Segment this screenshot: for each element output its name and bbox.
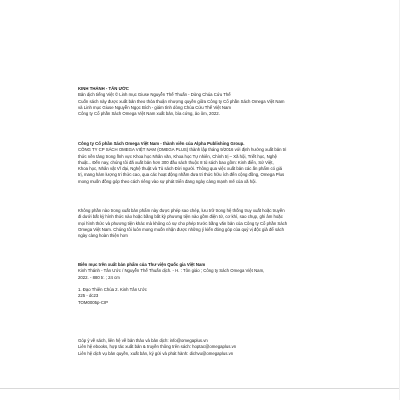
- bottom-divider: [0, 388, 400, 389]
- contact-feedback: Góp ý về sách, liên hệ về bản thảo và bản dịch: info@omegaplus.vn: [78, 338, 208, 343]
- copyright-notice: [78, 208, 368, 239]
- contact-info: [78, 338, 368, 357]
- cip-subjects: 1. Đạo Thiên Chúa 2. Kinh Tân Ước: [78, 287, 147, 293]
- copyright-line: đi dưới bất kỳ hình thức nào hoặc bằng bất kỳ phương tiện nào gồm điện tử, cơ khí, sao chụp, ghi âm hoặc: [78, 214, 283, 220]
- publisher-info: [78, 141, 368, 185]
- copyright-line: mọi hình thức và phương tiện khác mà không có sự cho phép trước bằng văn bản của Công ty Cổ phần Sách: [78, 220, 288, 226]
- cip-code: TOM0005p-CIP: [78, 299, 109, 305]
- contact-rights: Liên hệ dịch vụ bản quyền, xuất bản, ký gửi và phát hành: dichvu@omegaplus.vn: [78, 350, 234, 356]
- copyright-page: [78, 0, 368, 400]
- publisher-description-line: mong muốn đồng góp theo cách riêng vào sự phát triển đang ngày càng mạnh mẽ của xã hội.: [78, 178, 257, 184]
- contact-partnership: Liên hệ ebooks, hợp tác xuất bản & truyền thông trên sách: hoptac@omegaplus.vn: [78, 344, 237, 350]
- legal-notice: [78, 86, 368, 117]
- cip-heading: Biên mục trên xuất bản phẩm của Thư viện Quốc gia Việt Nam: [78, 262, 206, 267]
- cip-pagination: 2022. - 880 tr. ; 24 cm: [78, 274, 120, 280]
- publisher-heading: Công ty Cổ phần Sách Omega Việt Nam - thành viên của Alpha Publishing Group.: [78, 141, 245, 146]
- publisher-description-line: Khoa học, Nhân vật Vĩ đại, Nghệ thuật và Tủ sách Đời người. Thông qua việc xuất bản các ấn phẩm có giá: [78, 166, 282, 172]
- cip-record: [78, 262, 368, 306]
- license-agreement: Cuốn sách này được xuất bản theo thỏa thuận nhượng quyền giữa Công ty Cổ phần Sách Omega Việt Nam: [78, 98, 285, 104]
- cip-classification: 225 - dc23: [78, 293, 99, 299]
- edition-statement: Công ty Cổ phần Sách Omega Việt Nam xuất bản, bìa cứng, ảo ôm, 2022.: [78, 111, 220, 117]
- copyright-line: ngày càng hoàn thiện hơn: [78, 233, 128, 239]
- publisher-description-line: trị, mang hàm lượng tri thức cao, qua các hoạt động nhằm đưa tri thức hữu ích đến cộng đồng, Omega Plus: [78, 172, 285, 178]
- publisher-description-line: thức nền tảng trong lĩnh vực Khoa học Nhân văn, Khoa học Tự nhiên, Chính trị – Xã hội, Triết học, Nghệ: [78, 153, 277, 159]
- licensor: và Linh mục Giuse Nguyễn Ngọc Bích - giám tỉnh dòng Chúa Cứu Thế Việt Nam: [78, 104, 231, 110]
- publisher-description-line: CÔNG TY CP SÁCH OMEGA VIỆT NAM (OMEGA PLUS) thành lập tháng 9/2016 với định hướng xuất bản tri: [78, 147, 287, 153]
- copyright-line: Omega Việt Nam. Chúng tôi luôn mong muốn nhận được những ý kiến đóng góp của quý vị độc giả để sách: [78, 226, 285, 232]
- book-title-heading: KINH THÁNH - TÂN ƯỚC: [78, 86, 129, 91]
- copyright-line: Không phần nào trong xuất bản phẩm này được phép sao chép, lưu trữ trong hệ thống truy xuất hoặc truyền: [78, 208, 285, 213]
- translation-credit: Bản dịch tiếng Việt © Linh mục Giuse Nguyễn Thế Thuấn - Dòng Chúa Cứu Thế: [78, 92, 231, 98]
- cip-entry: Kinh Thánh - Tân Ước / Nguyễn Thế Thuấn dịch. - H. : Tôn giáo ; Công ty Sách Omega Việt Nam,: [78, 268, 265, 274]
- publisher-description-line: thuật... Đến nay, chúng tôi đã xuất bản hơn 300 đầu sách thuộc 8 tủ sách bao gồm: Kinh điển, Sử Việt,: [78, 159, 274, 165]
